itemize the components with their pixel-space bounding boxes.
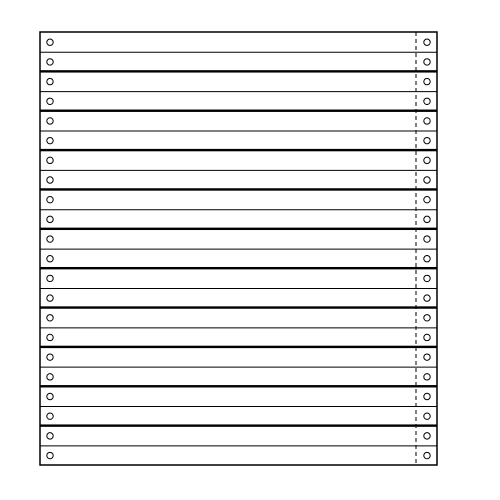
thick-divider xyxy=(40,346,437,348)
hole-icon xyxy=(424,256,430,262)
thick-divider xyxy=(40,149,437,151)
hole-icon xyxy=(424,315,430,321)
hole-icon xyxy=(424,177,430,183)
hole-icon xyxy=(424,216,430,222)
hole-icon xyxy=(424,236,430,242)
hole-icon xyxy=(424,78,430,84)
hole-icon xyxy=(47,433,53,439)
hole-icon xyxy=(424,452,430,458)
hole-icon xyxy=(47,157,53,163)
hole-icon xyxy=(424,98,430,104)
hole-icon xyxy=(424,137,430,143)
thick-divider xyxy=(40,385,437,387)
hole-icon xyxy=(424,413,430,419)
hole-icon xyxy=(424,59,430,65)
thick-divider xyxy=(40,267,437,269)
hole-icon xyxy=(47,354,53,360)
hole-icon xyxy=(47,393,53,399)
hole-icon xyxy=(47,236,53,242)
hole-icon xyxy=(424,157,430,163)
hole-icon xyxy=(47,452,53,458)
thick-divider xyxy=(40,188,437,190)
hole-icon xyxy=(424,118,430,124)
thick-divider xyxy=(40,424,437,426)
form-strips xyxy=(40,32,437,465)
thick-divider xyxy=(40,306,437,308)
hole-icon xyxy=(47,295,53,301)
hole-icon xyxy=(47,315,53,321)
hole-icon xyxy=(424,275,430,281)
hole-icon xyxy=(47,59,53,65)
hole-icon xyxy=(47,374,53,380)
hole-icon xyxy=(424,393,430,399)
hole-icon xyxy=(47,98,53,104)
hole-icon xyxy=(424,295,430,301)
hole-icon xyxy=(47,256,53,262)
hole-icon xyxy=(47,334,53,340)
hole-icon xyxy=(47,137,53,143)
hole-icon xyxy=(47,216,53,222)
hole-icon xyxy=(47,275,53,281)
hole-icon xyxy=(424,354,430,360)
hole-icon xyxy=(47,118,53,124)
hole-icon xyxy=(424,433,430,439)
hole-icon xyxy=(47,78,53,84)
hole-icon xyxy=(47,196,53,202)
hole-icon xyxy=(47,413,53,419)
hole-icon xyxy=(424,334,430,340)
hole-icon xyxy=(424,196,430,202)
hole-icon xyxy=(47,39,53,45)
sheet-paper xyxy=(40,32,437,465)
hole-icon xyxy=(424,39,430,45)
hole-icon xyxy=(424,374,430,380)
hole-icon xyxy=(47,177,53,183)
thick-divider xyxy=(40,70,437,72)
thick-divider xyxy=(40,110,437,112)
thick-divider xyxy=(40,228,437,230)
